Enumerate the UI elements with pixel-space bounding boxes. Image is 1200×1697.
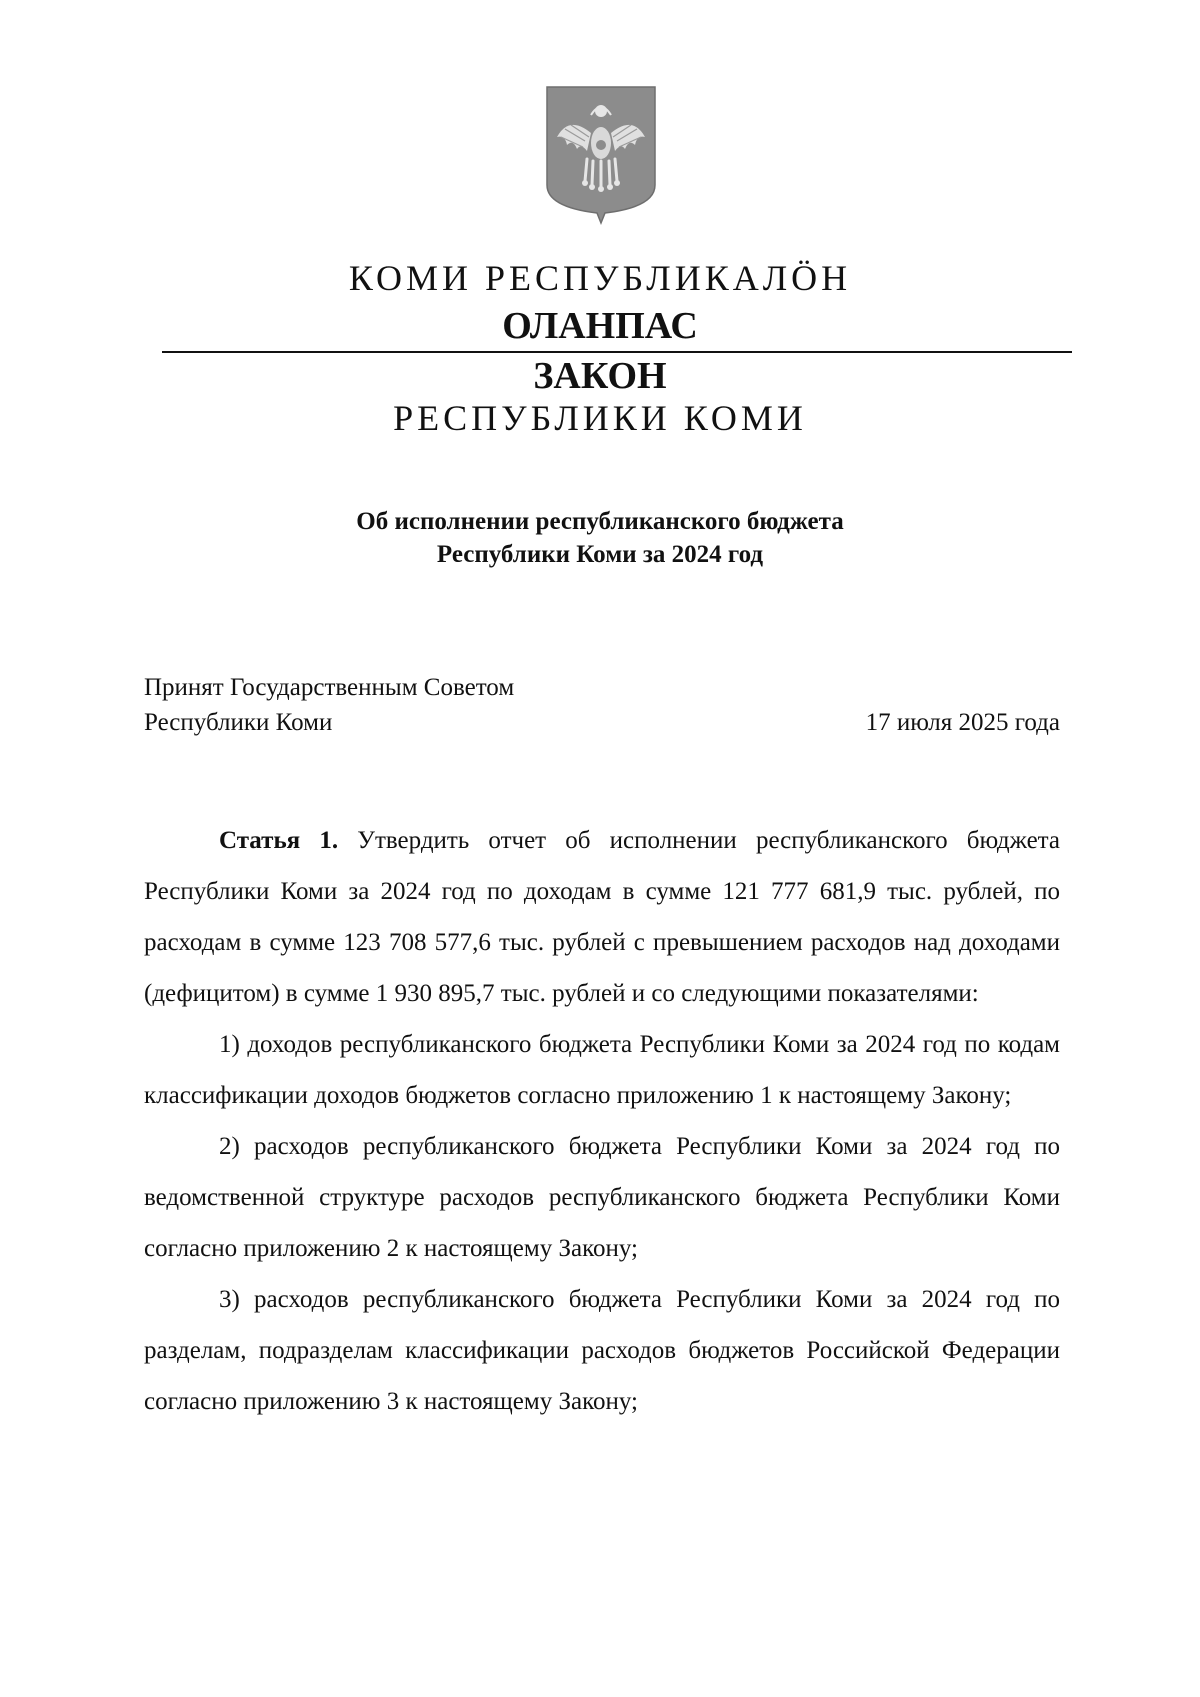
article-1-text: Утвердить отчет об исполнении республиканского бюджета Республики Коми за 2024 год по доходам в сумме 121 777 681,9 тыс. рублей, по расходам в сумме 123 708 577,6 тыс. рублей с превышением расходов над доходами (дефицитом) в сумме 1 930 895,7 тыс. рублей и со следующими показателями: (144, 827, 1060, 1007)
article-1 (144, 815, 1060, 1427)
komi-coat-of-arms-icon (545, 85, 657, 225)
article-1-item-2: 2) расходов республиканского бюджета Республики Коми за 2024 год по ведомственной структуре расходов республиканского бюджета Республики Коми согласно приложению 2 к настоящему Закону; (144, 1133, 1060, 1262)
adoption-date: 17 июля 2025 года (865, 709, 1060, 736)
adoption-body-line-1: Принят Государственным Советом (144, 674, 515, 701)
article-1-paragraph (144, 815, 1060, 1019)
header-komi-line: КОМИ РЕСПУБЛИКАЛӦН (348, 258, 852, 298)
header-olanpas: ОЛАНПАС (502, 305, 698, 347)
document-title (0, 505, 1200, 571)
document-title-line-1: Об исполнении республиканского бюджета (356, 508, 844, 535)
article-1-label: Статья 1. (219, 827, 339, 854)
header-zakon: ЗАКОН (533, 355, 667, 397)
header-respubliki-line: РЕСПУБЛИКИ КОМИ (393, 398, 807, 438)
article-1-item-1: 1) доходов республиканского бюджета Республики Коми за 2024 год по кодам классификации доходов бюджетов согласно приложению 1 к настоящему Закону; (144, 1031, 1060, 1109)
header-divider (162, 351, 1072, 353)
adoption-block (144, 670, 1060, 740)
adoption-body-line-2: Республики Коми (144, 709, 333, 736)
article-1-item-3: 3) расходов республиканского бюджета Республики Коми за 2024 год по разделам, подразделам классификации расходов бюджетов Российской Федерации согласно приложению 3 к настоящему Закону; (144, 1286, 1060, 1415)
document-title-line-2: Республики Коми за 2024 год (436, 541, 764, 568)
